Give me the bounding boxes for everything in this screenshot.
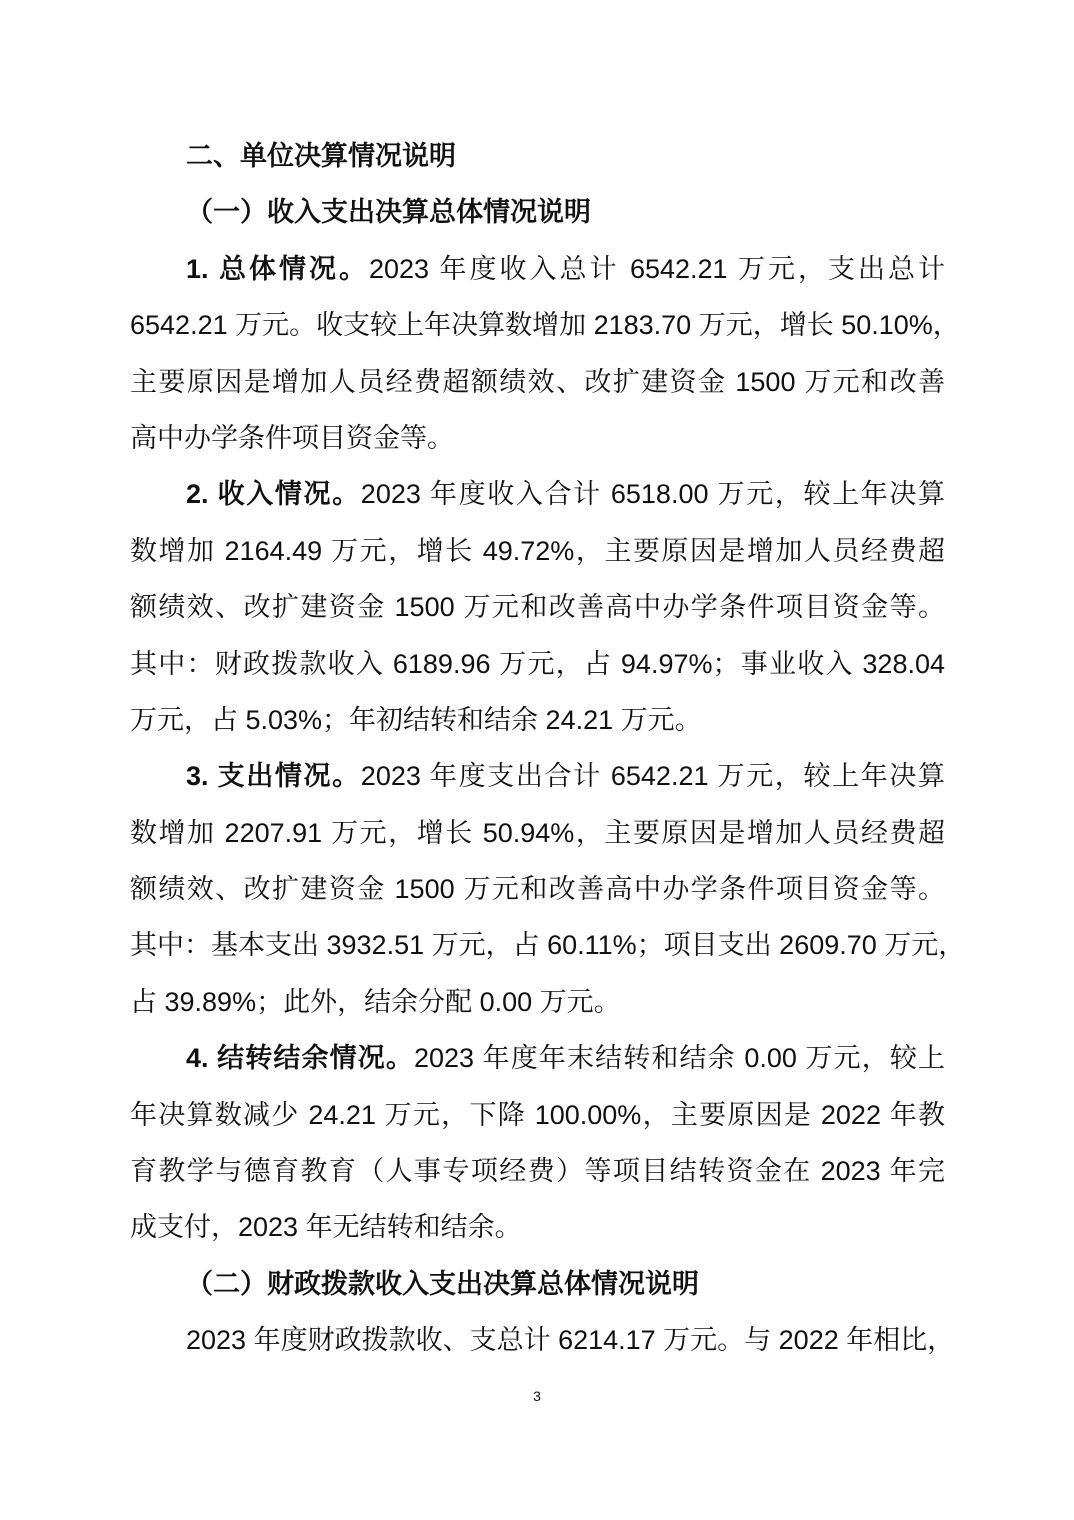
section-heading: 二、单位决算情况说明 (186, 141, 456, 171)
paragraph-income (130, 466, 945, 748)
text-line: 育教学与德育教育（人事专项经费）等项目结转资金在 2023 年完 (130, 1156, 945, 1187)
text-line: 高中办学条件项目资金等。 (130, 422, 454, 453)
paragraph-overall (130, 241, 960, 467)
paragraph-lead: 3. 支出情况。 (186, 761, 361, 792)
text-line: 2023 年度收入合计 6518.00 万元，较上年决算 (360, 479, 945, 510)
text-line: 数增加 2164.49 万元，增长 49.72%，主要原因是增加人员经费超 (130, 535, 945, 566)
text-line: 主要原因是增加人员经费超额绩效、改扩建资金 1500 万元和改善 (130, 366, 945, 397)
paragraph-carryover (130, 1030, 945, 1256)
paragraph-lead: 4. 结转结余情况。 (186, 1043, 414, 1074)
page-number: 3 (533, 1388, 541, 1404)
text-line: 数增加 2207.91 万元，增长 50.94%，主要原因是增加人员经费超 (130, 817, 945, 848)
text-line: 额绩效、改扩建资金 1500 万元和改善高中办学条件项目资金等。 (130, 874, 945, 905)
text-line: 2023 年度支出合计 6542.21 万元，较上年决算 (360, 761, 945, 792)
paragraph-expenditure (130, 748, 966, 1030)
text-line: 额绩效、改扩建资金 1500 万元和改善高中办学条件项目资金等。 (130, 592, 945, 623)
text-line: 2023 年度财政拨款收、支总计 6214.17 万元。与 2022 年相比， (186, 1325, 955, 1356)
text-line: 万元，占 5.03%；年初结转和结余 24.21 万元。 (130, 704, 702, 735)
text-line: 其中：财政拨款收入 6189.96 万元，占 94.97%；事业收入 328.04 (130, 648, 945, 679)
text-line: 2023 年度收入总计 6542.21 万元，支出总计 (368, 253, 945, 284)
document-page (130, 128, 966, 1369)
text-line: 2023 年度年末结转和结余 0.00 万元，较上 (413, 1043, 945, 1074)
paragraph-lead: 2. 收入情况。 (186, 479, 361, 510)
subsection-heading: （二）财政拨款收入支出决算总体情况说明 (186, 1268, 699, 1299)
text-line: 6542.21 万元。收支较上年决算数增加 2183.70 万元，增长 50.10%， (130, 310, 960, 341)
paragraph-lead: 1. 总体情况。 (186, 253, 369, 284)
text-line: 成支付，2023 年无结转和结余。 (130, 1212, 522, 1243)
text-line: 占 39.89%；此外，结余分配 0.00 万元。 (130, 986, 621, 1017)
text-line: 其中：基本支出 3932.51 万元，占 60.11%；项目支出 2609.70 万元， (130, 930, 966, 961)
subsection-heading: （一）收入支出决算总体情况说明 (186, 197, 591, 228)
text-line: 年决算数减少 24.21 万元，下降 100.00%，主要原因是 2022 年教 (130, 1099, 945, 1130)
